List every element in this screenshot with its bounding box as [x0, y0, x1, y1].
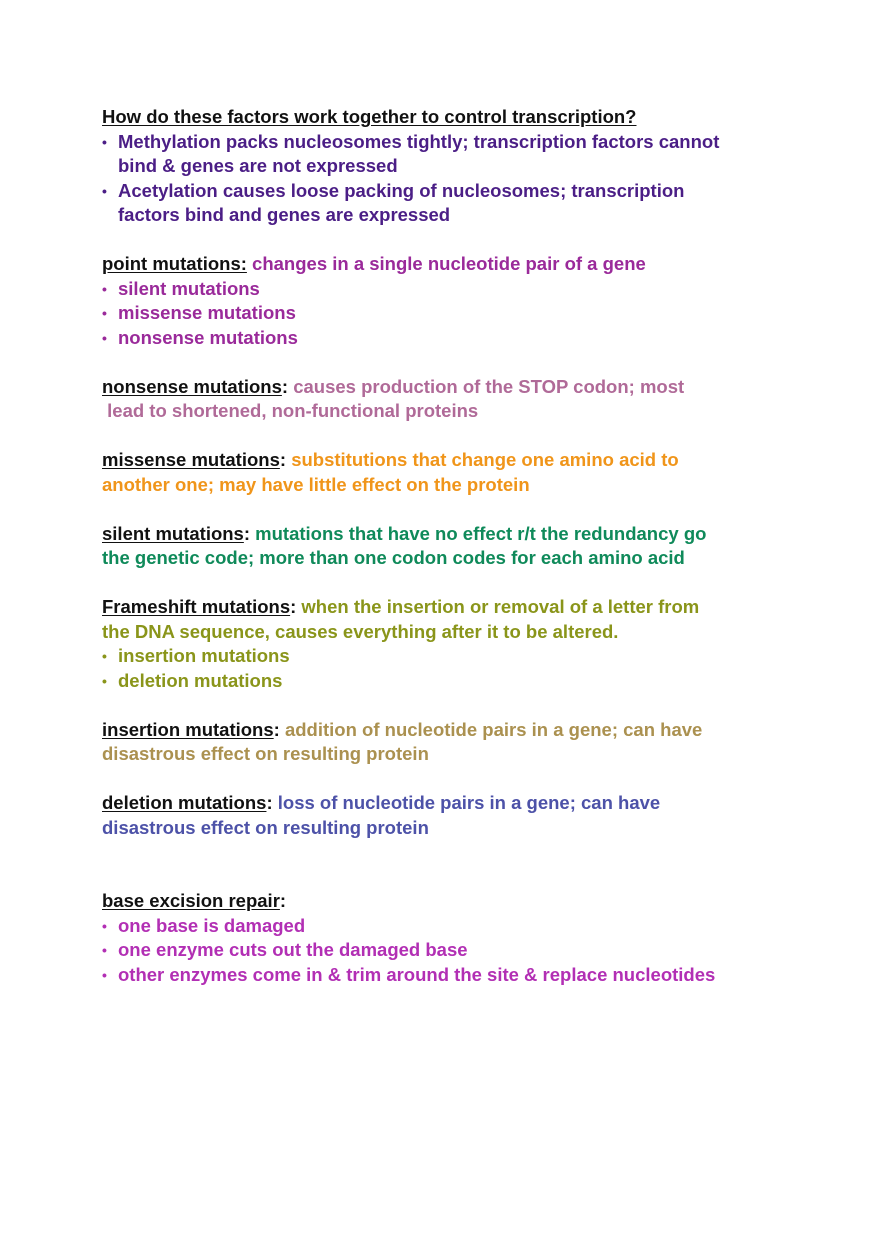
- missense-term: missense mutations: [102, 449, 280, 470]
- deletion-term: deletion mutations: [102, 792, 267, 813]
- frameshift-list: [102, 644, 802, 693]
- acetylation-line-2: factors bind and genes are expressed: [118, 204, 451, 225]
- deletion-definition-line-2: disastrous effect on resulting protein: [102, 816, 429, 838]
- list-item: • missense mutations: [102, 301, 802, 326]
- silent-definition-line-2: the genetic code; more than one codon codes for each amino acid: [102, 547, 685, 568]
- transcription-question-text: How do these factors work together to control transcription?: [102, 106, 637, 127]
- missense-definition-line-2: another one; may have little effect on the protein: [102, 473, 530, 495]
- insertion-section: [102, 718, 802, 767]
- deletion-heading: [102, 791, 802, 816]
- insertion-term: insertion mutations: [102, 718, 274, 740]
- nonsense-term: nonsense mutations: [102, 375, 282, 397]
- base-excision-colon: :: [279, 890, 287, 911]
- frameshift-section: [102, 595, 802, 693]
- base-excision-term: base excision repair: [102, 890, 280, 911]
- nonsense-section: [102, 375, 802, 424]
- insertion-definition-line-2: disastrous effect on resulting protein: [102, 743, 429, 764]
- frameshift-heading: [102, 595, 802, 620]
- deletion-section: [102, 791, 802, 840]
- missense-definition-line-1: substitutions that change one amino acid to: [291, 449, 679, 470]
- point-mutations-heading: [102, 252, 802, 277]
- base-excision-list: [102, 914, 802, 988]
- deletion-definition-line-1: loss of nucleotide pairs in a gene; can have: [277, 792, 661, 813]
- list-item: • one enzyme cuts out the damaged base: [102, 938, 802, 963]
- base-excision-heading: [102, 889, 802, 914]
- list-item: • silent mutations: [102, 277, 802, 302]
- transcription-section: [102, 105, 802, 228]
- list-item: • nonsense mutations: [102, 326, 802, 351]
- nonsense-heading: [102, 375, 802, 400]
- frameshift-definition-line-1: when the insertion or removal of a letter from: [301, 596, 700, 617]
- point-mutations-definition: changes in a single nucleotide pair of a gene: [252, 253, 646, 274]
- frameshift-term: Frameshift mutations: [102, 596, 291, 617]
- frameshift-colon: :: [290, 596, 297, 617]
- list-item: • other enzymes come in & trim around the site & replace nucleotides: [102, 963, 802, 988]
- methylation-line-1: Methylation packs nucleosomes tightly; transcription factors cannot: [118, 130, 720, 152]
- missense-section: [102, 448, 802, 497]
- list-item: • deletion mutations: [102, 669, 802, 694]
- list-item: • one base is damaged: [102, 914, 802, 939]
- list-item: [102, 179, 802, 228]
- nonsense-definition-line-2: lead to shortened, non-functional proteins: [102, 400, 479, 421]
- silent-heading: [102, 522, 802, 547]
- methylation-line-2: bind & genes are not expressed: [118, 155, 398, 176]
- missense-heading: [102, 448, 802, 473]
- acetylation-line-1: Acetylation causes loose packing of nucleosomes; transcription: [118, 179, 685, 201]
- point-mutations-term: point mutations:: [102, 253, 247, 274]
- list-item: • insertion mutations: [102, 644, 802, 669]
- point-mutations-list: [102, 277, 802, 351]
- nonsense-colon: :: [281, 375, 289, 397]
- silent-section: [102, 522, 802, 571]
- transcription-bullet-list: [102, 130, 802, 228]
- nonsense-definition-line-1: causes production of the STOP codon; most: [293, 375, 685, 397]
- missense-colon: :: [279, 449, 287, 470]
- silent-term: silent mutations: [102, 522, 244, 544]
- frameshift-definition-line-2: the DNA sequence, causes everything after it to be altered.: [102, 620, 619, 642]
- insertion-definition-line-1: addition of nucleotide pairs in a gene; can have: [284, 718, 703, 740]
- list-item: [102, 130, 802, 179]
- transcription-question: [102, 105, 802, 130]
- base-excision-section: [102, 889, 802, 987]
- insertion-colon: :: [273, 718, 280, 740]
- silent-definition-line-1: mutations that have no effect r/t the redundancy go: [255, 522, 707, 544]
- deletion-colon: :: [266, 792, 273, 813]
- insertion-heading: [102, 718, 802, 743]
- notes-page: [102, 105, 802, 1012]
- point-mutations-section: [102, 252, 802, 350]
- silent-colon: :: [243, 522, 251, 544]
